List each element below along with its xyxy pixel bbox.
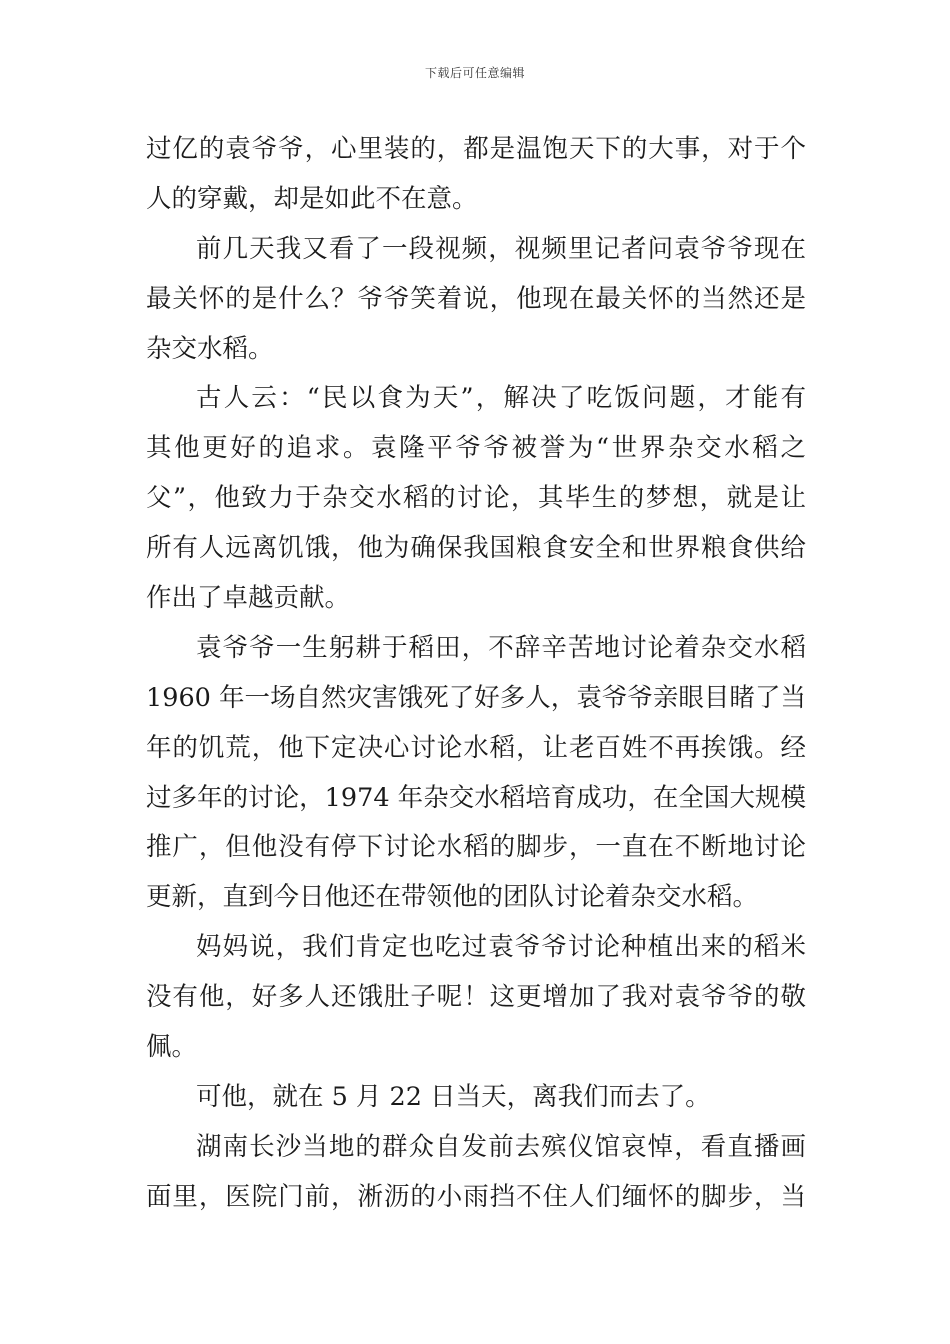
text-line: 过亿的袁爷爷，心里装的，都是温饱天下的大事，对于个 — [146, 134, 806, 164]
text-line: 人的穿戴，却是如此不在意。 — [146, 183, 478, 214]
text-line: 年的饥荒，他下定决心讨论水稻，让老百姓不再挨饿。经 — [146, 732, 806, 763]
text-line: 作出了卓越贡献。 — [146, 583, 351, 614]
text-line: 其他更好的追求。袁隆平爷爷被誉为“世界杂交水稻之 — [146, 433, 806, 464]
text-line: 可他，就在 5 月 22 日当天，离我们而去了。 — [196, 1081, 711, 1112]
text-line: 最关怀的是什么？爷爷笑着说，他现在最关怀的当然还是 — [146, 283, 806, 314]
text-line: 没有他，好多人还饿肚子呢！这更增加了我对袁爷爷的敬 — [146, 982, 806, 1013]
text-line: 佩。 — [146, 1032, 198, 1063]
text-line: 杂交水稻。 — [146, 333, 274, 364]
text-line: 袁爷爷一生躬耕于稻田，不辞辛苦地讨论着杂交水稻 — [196, 632, 806, 663]
text-line: 1960 年一场自然灾害饿死了好多人，袁爷爷亲眼目睹了当 — [146, 682, 806, 713]
text-line: 过多年的讨论，1974 年杂交水稻培育成功，在全国大规模 — [146, 782, 806, 813]
text-line: 前几天我又看了一段视频，视频里记者问袁爷爷现在 — [196, 233, 806, 264]
page-header: 下载后可任意编辑 — [424, 66, 525, 80]
text-line: 面里，医院门前，淅沥的小雨挡不住人们缅怀的脚步，当 — [146, 1181, 806, 1212]
text-line: 妈妈说，我们肯定也吃过袁爷爷讨论种植出来的稻米 — [196, 932, 806, 963]
text-line: 父”，他致力于杂交水稻的讨论，其毕生的梦想，就是让 — [146, 483, 806, 514]
text-line: 湖南长沙当地的群众自发前去殡仪馆哀悼，看直播画 — [196, 1131, 806, 1162]
text-line: 古人云：“民以食为天”，解决了吃饭问题，才能有 — [196, 383, 806, 414]
text-line: 所有人远离饥饿，他为确保我国粮食安全和世界粮食供给 — [146, 533, 806, 564]
document-body — [146, 125, 806, 1223]
text-line: 推广，但他没有停下讨论水稻的脚步，一直在不断地讨论 — [146, 832, 806, 863]
text-line: 更新，直到今日他还在带领他的团队讨论着杂交水稻。 — [146, 882, 759, 913]
